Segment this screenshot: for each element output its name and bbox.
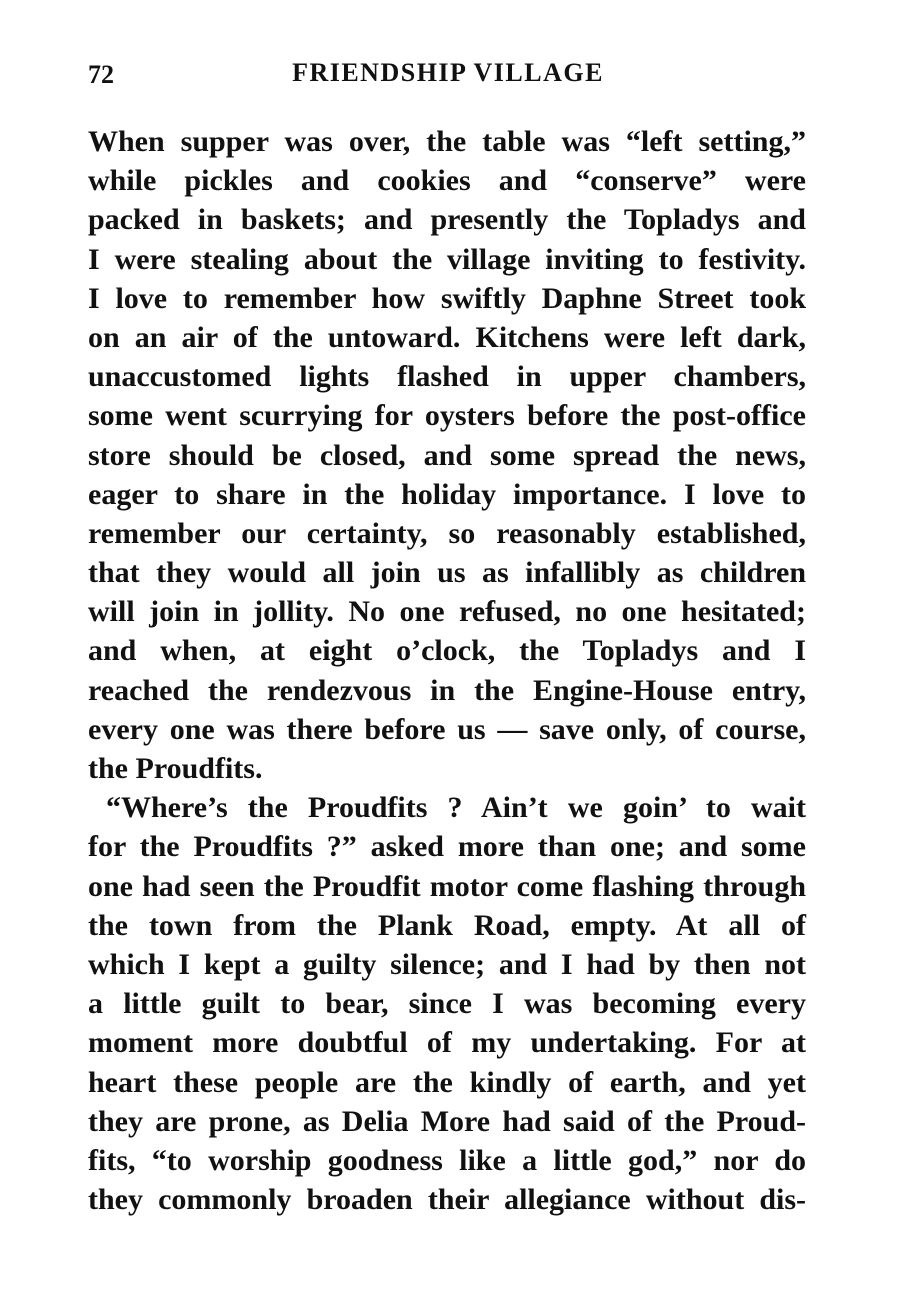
- text-line: they are prone, as Delia More had said of the Proud-: [88, 1104, 806, 1138]
- text-line: while pickles and cookies and “conserve” were: [88, 164, 806, 198]
- text-line: store should be closed, and some spread the news,: [88, 438, 806, 472]
- text-line: every one was there before us — save only, of course,: [88, 712, 806, 746]
- text-line: unaccustomed lights flashed in upper chambers,: [88, 360, 806, 394]
- text-line: reached the rendezvous in the Engine-House entry,: [88, 673, 806, 707]
- text-line: heart these people are the kindly of earth, and yet: [88, 1065, 806, 1099]
- text-line: that they would all join us as infallibly as children: [88, 556, 806, 590]
- text-line: the town from the Plank Road, empty. At all of: [88, 908, 806, 942]
- text-line: packed in baskets; and presently the Topladys and: [88, 203, 806, 237]
- paragraph-end-line: the Proudfits.: [88, 752, 263, 785]
- body-text: [88, 122, 806, 1219]
- running-title: FRIENDSHIP VILLAGE: [292, 58, 604, 87]
- text-line: on an air of the untoward. Kitchens were left dark,: [88, 320, 806, 354]
- text-line: moment more doubtful of my undertaking. For at: [88, 1026, 806, 1060]
- text-line: I love to remember how swiftly Daphne Street took: [88, 281, 806, 315]
- text-line: one had seen the Proudfit motor come flashing through: [88, 869, 806, 903]
- text-line: for the Proudfits ?” asked more than one; and some: [88, 830, 806, 864]
- text-line: eager to share in the holiday importance. I love to: [88, 477, 806, 511]
- paragraph-first-line: “Where’s the Proudfits ? Ain’t we goin’ to wait: [106, 791, 806, 825]
- text-line: remember our certainty, so reasonably established,: [88, 516, 806, 550]
- page-number: 72: [88, 60, 114, 89]
- text-line: and when, at eight o’clock, the Topladys and I: [88, 634, 806, 668]
- text-line: a little guilt to bear, since I was becoming every: [88, 987, 806, 1021]
- text-line: I were stealing about the village inviting to festivity.: [88, 242, 806, 276]
- text-line: fits, “to worship goodness like a little god,” nor do: [88, 1143, 806, 1177]
- running-head: [88, 58, 808, 98]
- text-line: which I kept a guilty silence; and I had by then not: [88, 947, 806, 981]
- text-line: When supper was over, the table was “left setting,”: [88, 125, 806, 158]
- text-line: will join in jollity. No one refused, no one hesitated;: [88, 595, 806, 629]
- text-line: they commonly broaden their allegiance without dis-: [88, 1183, 806, 1217]
- text-line: some went scurrying for oysters before the post-office: [88, 399, 806, 433]
